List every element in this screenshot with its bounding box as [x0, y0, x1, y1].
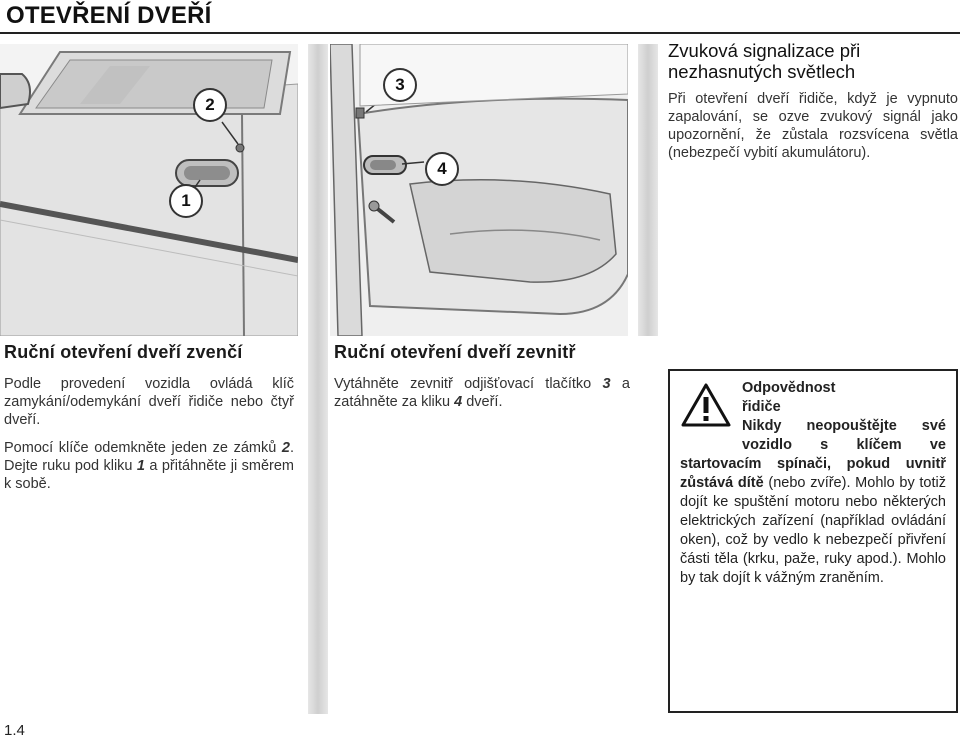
warning-normal-text: (nebo zvíře). Mohlo by totiž dojít ke spuštění motoru nebo některých elektrických zařízení (například ovládání oken), což by vedlo k nebezpečí přivření části těla (krku, paže, ruky apod.). Mohlo by tak dojít k vážným zraněním.	[680, 475, 946, 586]
callout-3: 3	[383, 68, 417, 102]
interior-paragraph: Vytáhněte zevnitř odjišťovací tlačítko 3 a zatáhněte za kliku 4 dveří.	[334, 376, 630, 410]
warning-text-block	[680, 379, 946, 588]
callout-1: 1	[169, 184, 203, 218]
title-divider	[0, 32, 960, 34]
interior-heading: Ruční otevření dveří zevnitř	[334, 342, 576, 362]
buzzer-heading-line2: nezhasnutých světlech	[668, 61, 856, 82]
buzzer-text: Při otevření dveří řidiče, když je vypnuto zapalování, se ozve zvukový signál jako upozornění, že zůstala rozsvícena světla (nebezpečí vybití akumulátoru).	[668, 91, 958, 161]
warning-title-line2: řidiče	[742, 399, 781, 415]
reference-1: 1	[136, 458, 145, 474]
warning-box	[668, 369, 958, 713]
interior-section	[334, 342, 630, 421]
page-number: 1.4	[4, 722, 25, 739]
reference-2: 2	[281, 440, 290, 456]
buzzer-section	[668, 40, 958, 172]
page-title: OTEVŘENÍ DVEŘÍ	[6, 2, 212, 29]
callout-4: 4	[425, 152, 459, 186]
exterior-paragraph-1: Podle provedení vozidla ovládá klíč zamykání/odemykání dveří řidiče nebo čtyř dveří.	[4, 376, 294, 428]
column-separator-right	[638, 44, 658, 336]
exterior-door-illustration	[0, 44, 298, 336]
door-interior-drawing	[330, 44, 628, 336]
warning-title-line1: Odpovědnost	[742, 380, 836, 396]
exterior-paragraph-2: Pomocí klíče odemkněte jeden ze zámků 2. Dejte ruku pod kliku 1 a přitáhněte ji směrem k sobě.	[4, 440, 294, 492]
reference-3: 3	[602, 376, 611, 392]
exterior-section	[4, 342, 294, 503]
car-exterior-drawing	[0, 44, 298, 336]
callout-2: 2	[193, 88, 227, 122]
exterior-heading: Ruční otevření dveří zvenčí	[4, 342, 243, 362]
warning-bold-text: Nikdy neopouštějte své vozidlo s klíčem ve startovacím spínači, pokud uvnitř zůstává dítě	[680, 418, 946, 491]
interior-door-illustration	[330, 44, 628, 336]
column-separator-left	[308, 44, 328, 714]
reference-4: 4	[454, 394, 463, 410]
buzzer-heading-line1: Zvuková signalizace při	[668, 40, 861, 61]
